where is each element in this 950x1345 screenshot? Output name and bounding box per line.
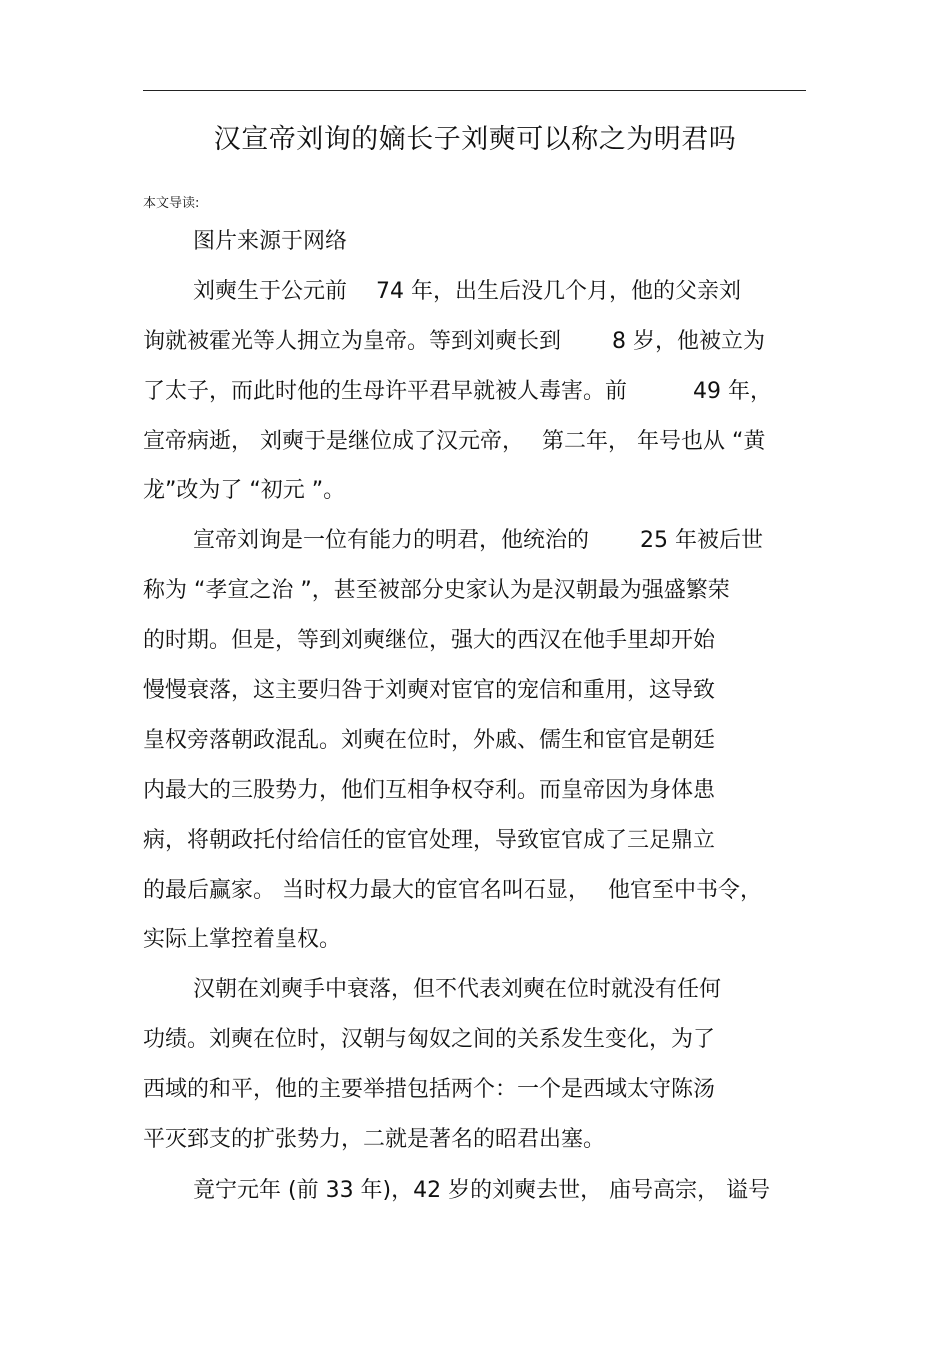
paragraph-line: 询就被霍光等人拥立为皇帝。等到刘奭长到 8 岁，他被立为 <box>143 329 765 354</box>
paragraph-line: 慢慢衰落，这主要归咎于刘奭对宦官的宠信和重用，这导致 <box>143 678 716 703</box>
paragraph-line: 的最后赢家。 当时权力最大的宦官名叫石显， 他官至中书令， <box>143 878 762 903</box>
paragraph-line: 竟宁元年 (前 33 年)，42 岁的刘奭去世， 庙号高宗， 谥号 <box>193 1178 771 1203</box>
paragraph-line: 宣帝刘询是一位有能力的明君，他统治的 25 年被后世 <box>193 528 763 553</box>
paragraph-line: 病，将朝政托付给信任的宦官处理，导致宦官成了三足鼎立 <box>143 828 716 853</box>
paragraph-line: 西域的和平，他的主要举措包括两个：一个是西域太守陈汤 <box>143 1077 716 1102</box>
paragraph-line: 实际上掌控着皇权。 <box>143 927 342 952</box>
paragraph-line: 了太子，而此时他的生母许平君早就被人毒害。前 49 年， <box>143 379 772 404</box>
header-rule <box>143 90 806 91</box>
paragraph-line: 龙”改为了 “初元 ”。 <box>143 478 346 503</box>
guide-label: 本文导读: <box>143 196 200 211</box>
paragraph-line: 刘奭生于公元前 74 年，出生后没几个月，他的父亲刘 <box>193 279 741 304</box>
paragraph-line: 内最大的三股势力，他们互相争权夺利。而皇帝因为身体患 <box>143 778 716 803</box>
paragraph-line: 的时期。但是，等到刘奭继位，强大的西汉在他手里却开始 <box>143 628 716 653</box>
paragraph-line: 汉朝在刘奭手中衰落，但不代表刘奭在位时就没有任何 <box>193 977 722 1002</box>
paragraph-line: 功绩。刘奭在位时，汉朝与匈奴之间的关系发生变化，为了 <box>143 1027 716 1052</box>
document-title: 汉宣帝刘询的嫡长子刘奭可以称之为明君吗 <box>213 124 737 155</box>
paragraph-line: 图片来源于网络 <box>193 229 348 254</box>
paragraph-line: 平灭郅支的扩张势力，二就是著名的昭君出塞。 <box>143 1127 606 1152</box>
paragraph-line: 称为 “孝宣之治 ”，甚至被部分史家认为是汉朝最为强盛繁荣 <box>143 578 730 603</box>
paragraph-line: 宣帝病逝， 刘奭于是继位成了汉元帝， 第二年， 年号也从 “黄 <box>143 429 766 454</box>
paragraph-line: 皇权旁落朝政混乱。刘奭在位时，外戚、儒生和宦官是朝廷 <box>143 728 716 753</box>
